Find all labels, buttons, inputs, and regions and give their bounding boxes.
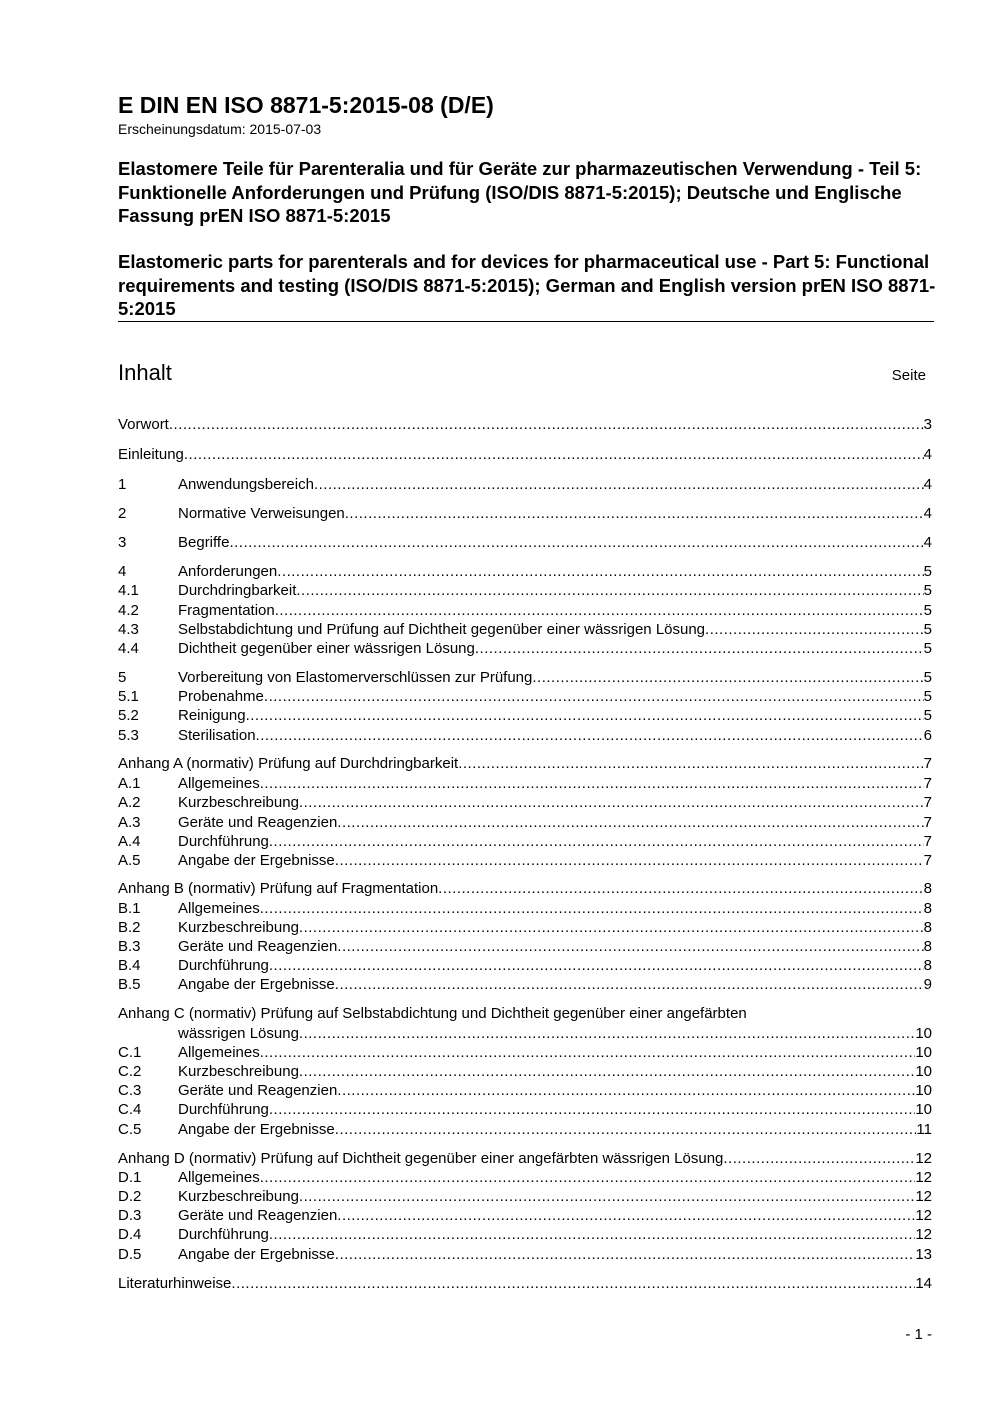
toc-entry-number: C.4 [118,1101,142,1118]
toc-entry[interactable] [118,754,932,773]
toc-entry-page: 5 [923,621,932,638]
toc-entry-number: C.1 [118,1044,142,1061]
toc-entry-page: 12 [915,1188,932,1205]
toc-leader-dots [314,475,924,494]
toc-leader-dots [231,1274,915,1293]
toc-entry-label: Durchführung [178,1101,269,1118]
toc-entry-label: Vorbereitung von Elastomerverschlüssen zur Prüfung [178,669,533,686]
toc-entry-page: 10 [915,1101,932,1118]
toc-entry-label: Anhang B (normativ) Prüfung auf Fragmentation [118,880,439,897]
toc-leader-dots [458,754,923,773]
toc-entry[interactable] [118,1120,932,1139]
toc-leader-dots [269,1225,915,1244]
toc-entry-number: D.3 [118,1207,142,1224]
toc-entry-page: 8 [923,880,932,897]
toc-entry-label: Allgemeines [178,900,260,917]
toc-entry-label: Durchdringbarkeit [178,582,297,599]
toc-leader-dots [264,687,924,706]
toc-entry-page: 13 [915,1246,932,1263]
toc-leader-dots [299,1187,915,1206]
toc-entry-number: 5.3 [118,727,139,744]
toc-entry-page: 3 [923,416,932,433]
toc-entry[interactable] [118,774,932,793]
toc-leader-dots [337,1206,915,1225]
toc-leader-dots [723,1149,915,1168]
toc-leader-dots [169,415,924,434]
toc-leader-dots [256,726,924,745]
toc-entry[interactable] [118,899,932,918]
toc-entry-label: Kurzbeschreibung [178,1188,299,1205]
toc-entry-label: Anwendungsbereich [178,476,314,493]
toc-entry-label: Sterilisation [178,727,256,744]
page-number: - 1 - [905,1326,932,1343]
toc-entry-number: C.3 [118,1082,142,1099]
toc-leader-dots [337,937,923,956]
toc-entry[interactable] [118,832,932,851]
toc-leader-dots [260,899,924,918]
toc-entry[interactable] [118,504,932,523]
toc-entry-label: Begriffe [178,534,230,551]
toc-entry-number: 5.1 [118,688,139,705]
toc-entry-label: Kurzbeschreibung [178,794,299,811]
toc-entry-page: 8 [923,938,932,955]
toc-leader-dots [260,1043,916,1062]
toc-entry-page: 7 [923,775,932,792]
toc-entry-label: Literaturhinweise [118,1275,232,1292]
toc-entry[interactable] [118,793,932,812]
toc-entry-number: D.2 [118,1188,142,1205]
toc-entry-page: 8 [923,919,932,936]
toc-entry-label: Normative Verweisungen [178,505,345,522]
toc-leader-dots [277,562,923,581]
toc-leader-dots [299,918,924,937]
toc-entry-number: 3 [118,534,127,551]
toc-entry[interactable] [118,706,932,725]
toc-entry-number: B.2 [118,919,141,936]
toc-entry[interactable] [118,1100,932,1119]
toc-entry-page: 12 [915,1150,932,1167]
toc-entry[interactable] [118,879,932,898]
toc-leader-dots [269,1100,915,1119]
toc-entry[interactable] [118,639,932,658]
toc-entry-label: Fragmentation [178,602,275,619]
toc-entry[interactable] [118,1043,932,1062]
toc-leader-dots [438,879,923,898]
toc-leader-dots [229,533,923,552]
toc-leader-dots [475,639,924,658]
toc-entry-number: 4.2 [118,602,139,619]
toc-entry-page: 5 [923,582,932,599]
toc-entry-label: Geräte und Reagenzien [178,1082,338,1099]
toc-entry-label: Einleitung [118,446,184,463]
toc-entry-number: 5 [118,669,127,686]
toc-entry-label: Durchführung [178,833,269,850]
toc-leader-dots [260,1168,916,1187]
toc-entry-label: Allgemeines [178,1044,260,1061]
toc-leader-dots [337,1081,915,1100]
toc-entry-number: B.5 [118,976,141,993]
toc-entry-page: 12 [915,1207,932,1224]
toc-leader-dots [275,601,924,620]
toc-leader-dots [299,793,924,812]
toc-entry-page: 5 [923,669,932,686]
toc-entry-page: 4 [923,534,932,551]
toc-leader-dots [269,956,924,975]
toc-entry-number: A.5 [118,852,141,869]
toc-entry-page: 12 [915,1226,932,1243]
toc-entry[interactable] [118,620,932,639]
title-english: Elastomeric parts for parenterals and for devices for pharmaceutical use - Part 5: Functional requirements and testing (ISO/DIS 8871-5:2015); German and English version prEN ISO 8871-5:2015 [118,251,936,319]
toc-entry-label: Kurzbeschreibung [178,919,299,936]
toc-entry[interactable] [118,956,932,975]
toc-entry-title-line: Anhang C (normativ) Prüfung auf Selbstabdichtung und Dichtheit gegenüber einer angefärbten [118,1005,747,1022]
toc-entry-page: 10 [915,1063,932,1080]
toc-entry[interactable] [118,1062,932,1081]
toc-entry-number: D.4 [118,1226,142,1243]
toc-entry[interactable] [118,918,932,937]
toc-entry-label: Durchführung [178,1226,269,1243]
toc-entry-label: Reinigung [178,707,246,724]
toc-entry-label: Selbstabdichtung und Prüfung auf Dichtheit gegenüber einer wässrigen Lösung [178,621,706,638]
toc-entry[interactable] [118,937,932,956]
toc-entry-page: 14 [915,1275,932,1292]
toc-entry-label: Geräte und Reagenzien [178,938,338,955]
toc-page-column-label: Seite [891,367,926,384]
toc-entry[interactable] [118,415,932,434]
toc-entry-page: 5 [923,563,932,580]
toc-heading: Inhalt [118,360,172,385]
toc-leader-dots [335,1120,917,1139]
toc-entry[interactable] [118,1225,932,1244]
toc-entry[interactable] [118,813,932,832]
toc-entry-number: 4.4 [118,640,139,657]
toc-entry[interactable] [118,851,932,870]
toc-entry[interactable] [118,601,932,620]
toc-entry-number: C.5 [118,1121,142,1138]
toc-entry-page: 7 [923,794,932,811]
toc-entry-label: Angabe der Ergebnisse [178,852,335,869]
toc-leader-dots [299,1062,915,1081]
toc-entry-page: 4 [923,476,932,493]
toc-entry-number: 4.1 [118,582,139,599]
toc-entry[interactable] [118,1206,932,1225]
toc-entry-page: 5 [923,640,932,657]
toc-entry-page: 7 [923,755,932,772]
toc-entry-number: 1 [118,476,127,493]
title-german: Elastomere Teile für Parenteralia und für Geräte zur pharmazeutischen Verwendung - Teil 5: Funktionelle Anforderungen und Prüfung (ISO/DIS 8871-5:2015); Deutsche und Englische Fassung prEN ISO 8871-5:2015 [118,158,922,226]
toc-entry-number: A.4 [118,833,141,850]
toc-entry[interactable] [118,1149,932,1168]
toc-entry-page: 4 [923,505,932,522]
toc-leader-dots [337,813,923,832]
document-id: E DIN EN ISO 8871-5:2015-08 (D/E) [118,92,494,118]
header-divider [118,321,934,322]
toc-entry-page: 9 [923,976,932,993]
toc-entry-page: 8 [923,957,932,974]
toc-entry-page: 4 [923,446,932,463]
toc-leader-dots [705,620,924,639]
toc-entry-label: Anhang D (normativ) Prüfung auf Dichtheit gegenüber einer angefärbten wässrigen Lösung [118,1150,724,1167]
toc-leader-dots [184,445,924,464]
toc-entry-label: Dichtheit gegenüber einer wässrigen Lösung [178,640,475,657]
toc-entry-label: Anhang A (normativ) Prüfung auf Durchdringbarkeit [118,755,459,772]
toc-entry-page: 5 [923,688,932,705]
toc-entry-page: 10 [915,1025,932,1042]
toc-entry[interactable] [118,1187,932,1206]
toc-entry-label: Angabe der Ergebnisse [178,976,335,993]
toc-leader-dots [299,1024,915,1043]
toc-leader-dots [246,706,924,725]
toc-entry[interactable] [118,668,932,687]
toc-entry[interactable] [118,726,932,745]
toc-entry[interactable] [118,445,932,464]
toc-entry-number: 5.2 [118,707,139,724]
toc-entry-page: 8 [923,900,932,917]
toc-entry[interactable] [118,975,932,994]
toc-entry-label: Allgemeines [178,1169,260,1186]
toc-entry-page: 5 [923,707,932,724]
toc-entry[interactable] [118,1245,932,1264]
toc-entry-number: 4 [118,563,127,580]
toc-leader-dots [296,581,923,600]
toc-entry-label: Angabe der Ergebnisse [178,1246,335,1263]
toc-entry[interactable] [118,475,932,494]
toc-entry-page: 5 [923,602,932,619]
toc-leader-dots [260,774,924,793]
toc-entry-page: 6 [923,727,932,744]
toc-entry-number: C.2 [118,1063,142,1080]
toc-entry-label: Anforderungen [178,563,278,580]
toc-entry-number: 4.3 [118,621,139,638]
toc-leader-dots [335,1245,916,1264]
toc-entry-number: B.4 [118,957,141,974]
toc-entry-label: Vorwort [118,416,169,433]
toc-leader-dots [335,851,924,870]
toc-entry-page: 7 [923,814,932,831]
toc-entry-page: 11 [916,1121,932,1138]
toc-entry-page: 7 [923,833,932,850]
toc-leader-dots [335,975,924,994]
toc-entry[interactable] [118,687,932,706]
toc-entry-number: D.1 [118,1169,142,1186]
toc-entry[interactable] [118,1168,932,1187]
toc-entry-label: Geräte und Reagenzien [178,814,338,831]
toc-leader-dots [345,504,924,523]
toc-entry-number: B.3 [118,938,141,955]
toc-entry-page: 10 [915,1082,932,1099]
toc-entry-number: A.2 [118,794,141,811]
toc-entry[interactable] [118,581,932,600]
toc-entry[interactable] [118,1274,932,1293]
toc-entry-label: Geräte und Reagenzien [178,1207,338,1224]
publication-date: Erscheinungsdatum: 2015-07-03 [118,121,322,137]
toc-entry-label: Angabe der Ergebnisse [178,1121,335,1138]
toc-entry-number: A.1 [118,775,141,792]
toc-entry-label: Kurzbeschreibung [178,1063,299,1080]
toc-entry-page: 12 [915,1169,932,1186]
toc-entry-label: Probenahme [178,688,264,705]
toc-entry-number: 2 [118,505,127,522]
toc-entry-label: Allgemeines [178,775,260,792]
toc-entry-number: B.1 [118,900,141,917]
toc-entry[interactable] [118,562,932,581]
toc-entry-number: D.5 [118,1246,142,1263]
toc-entry-label: Durchführung [178,957,269,974]
toc-entry-page: 7 [923,852,932,869]
toc-entry-number: A.3 [118,814,141,831]
toc-leader-dots [532,668,923,687]
toc-leader-dots [269,832,924,851]
toc-entry[interactable] [118,1081,932,1100]
toc-entry[interactable] [118,1024,932,1043]
toc-entry-label: wässrigen Lösung [178,1025,299,1042]
toc-entry-page: 10 [915,1044,932,1061]
toc-entry[interactable] [118,533,932,552]
